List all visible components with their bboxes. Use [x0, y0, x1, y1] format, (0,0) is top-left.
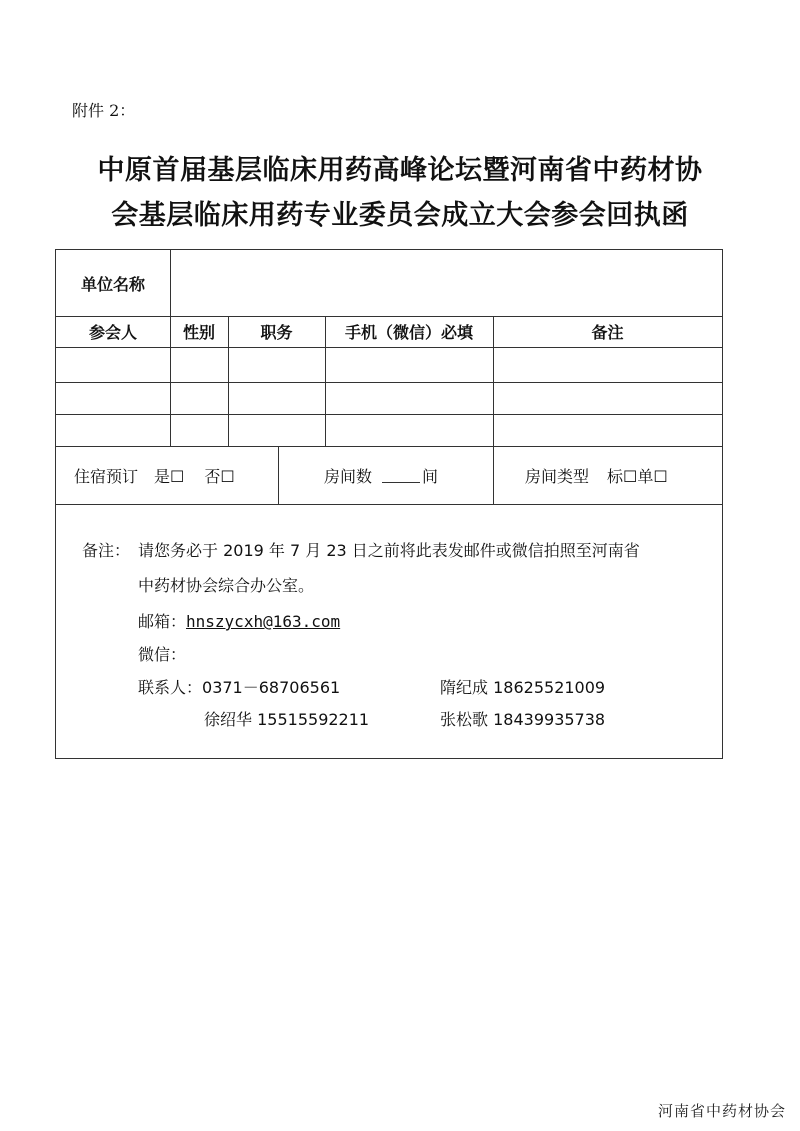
table-row-3-position[interactable] — [228, 414, 325, 446]
contact-person-1 — [440, 675, 605, 698]
table-row-1-attendee[interactable] — [56, 347, 170, 382]
contact-person-3 — [440, 707, 605, 730]
table-row-2-attendee[interactable] — [56, 382, 170, 414]
table-row-2-gender[interactable] — [170, 382, 228, 414]
table-row-2-remarks[interactable] — [493, 382, 722, 414]
table-row-1-phone[interactable] — [325, 347, 493, 382]
contact-label: 联系人： — [138, 678, 203, 697]
unit-name-label: 单位名称 — [80, 274, 145, 294]
notes-line-2: 中药材协会综合办公室。 — [138, 576, 315, 595]
contact-phone: 15515592211 — [257, 710, 370, 729]
contact-phone: 18625521009 — [493, 678, 606, 697]
footer-watermark: 河南省中药材协会 — [657, 1102, 786, 1120]
table-row-3-phone[interactable] — [325, 414, 493, 446]
room-count-input[interactable] — [382, 468, 420, 483]
office-phone: 0371－68706561 — [202, 678, 341, 697]
email-row — [138, 609, 340, 632]
room-count-unit: 间 — [422, 466, 439, 486]
attachment-label: 附件 2： — [72, 101, 136, 120]
contact-name: 隋纪成 — [440, 678, 489, 697]
room-count-label: 房间数 — [324, 466, 373, 486]
col-remarks: 备注 — [591, 323, 624, 342]
email-link[interactable]: hnszycxh@163.com — [186, 612, 341, 631]
col-position: 职务 — [260, 323, 293, 342]
contact-row — [138, 675, 340, 698]
room-count-section — [324, 446, 438, 504]
col-phone-wechat: 手机（微信）必填 — [344, 323, 473, 342]
notes-prefix: 备注： — [82, 541, 131, 560]
lodging-no-checkbox[interactable]: 否☐ — [204, 466, 235, 486]
lodging-label: 住宿预订 — [74, 466, 139, 486]
col-attendee: 参会人 — [88, 323, 137, 342]
room-type-checkboxes[interactable]: 标☐单☐ — [607, 466, 668, 486]
email-label: 邮箱： — [138, 612, 187, 631]
table-row-3-attendee[interactable] — [56, 414, 170, 446]
room-type-section — [525, 446, 668, 504]
document-title-line-1: 中原首届基层临床用药高峰论坛暨河南省中药材协 — [97, 155, 703, 186]
table-row-3-gender[interactable] — [170, 414, 228, 446]
wechat-label: 微信： — [138, 645, 187, 664]
col-gender: 性别 — [182, 323, 215, 342]
table-row-1-gender[interactable] — [170, 347, 228, 382]
room-type-label: 房间类型 — [525, 466, 590, 486]
table-row-2-position[interactable] — [228, 382, 325, 414]
lodging-yes-checkbox[interactable]: 是☐ — [154, 466, 185, 486]
notes-line-1: 请您务必于 2019 年 7 月 23 日之前将此表发邮件或微信拍照至河南省 — [138, 541, 640, 560]
contact-person-2 — [204, 707, 369, 730]
table-row-1-position[interactable] — [228, 347, 325, 382]
unit-name-input[interactable] — [171, 251, 721, 315]
table-row-2-phone[interactable] — [325, 382, 493, 414]
registration-form — [55, 249, 723, 759]
contact-name: 徐绍华 — [204, 710, 253, 729]
contact-name: 张松歌 — [440, 710, 489, 729]
table-row-3-remarks[interactable] — [493, 414, 722, 446]
lodging-section — [74, 446, 235, 504]
table-row-1-remarks[interactable] — [493, 347, 722, 382]
document-title-line-2: 会基层临床用药专业委员会成立大会参会回执函 — [111, 200, 689, 231]
contact-phone: 18439935738 — [493, 710, 606, 729]
